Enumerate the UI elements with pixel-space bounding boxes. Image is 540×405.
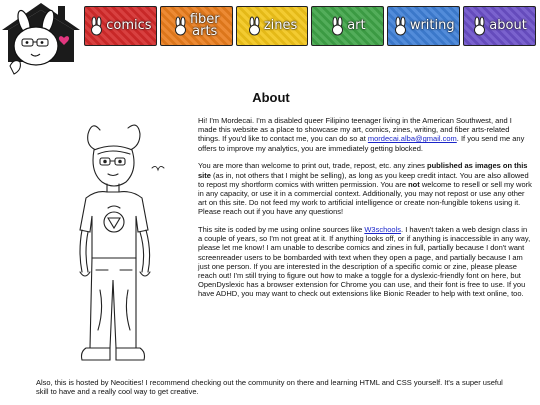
- about-paragraph-accessibility: This site is coded by me using online sources like W3schools. I haven't taken a web design class in a couple of years, so I'm not great at it. If anything looks off, or if anything is inaccessible in any way, please let me know! I am unable to describe comics and zines in full, partially because I don't want screenreader users to be bombarded with text when they open a page, and partially because I am just one person. If you are interested in the description of a specific comic or zine, please please reach out! I'm still trying to figure out how to make a toggle for a dyslexic-friendly font on here, but OpenDyslexic has a browser extension for Chrome you can use, and their font is free to use. If you have ADHD, you may want to check out extensions like Bionic Reader to help with text online, too.: [198, 225, 531, 299]
- bunny-doodle-icon: [247, 16, 261, 36]
- bunny-doodle-icon: [472, 16, 486, 36]
- nav-tab-writing[interactable]: [387, 6, 460, 46]
- bunny-doodle-icon: [89, 16, 103, 36]
- bunny-doodle-icon: [173, 16, 187, 36]
- page-title: About: [252, 90, 290, 105]
- nav-tab-label: comics: [106, 18, 152, 33]
- about-text: [198, 116, 532, 307]
- nav-tab-label: writing: [409, 18, 455, 33]
- about-paragraph-usage: You are more than welcome to print out, trade, repost, etc. any zines published as images on this site (as in, not others that I might be selling), as long as you keep credit intact. You are also allowed to repost my shortform comics with written permission. You are not welcome to resell or sell my work in any capacity, or use it in a commercial context. Additionally, you may not repost or use any other art on this site. Do not feed my work to artificial intelligence or create non-fungible tokens using it. Please reach out if you have any questions!: [198, 161, 532, 217]
- nav-tab-comics[interactable]: [84, 6, 157, 46]
- nav-tab-about[interactable]: [463, 6, 536, 46]
- bunny-doodle-icon: [393, 16, 407, 36]
- site-logo[interactable]: [0, 0, 82, 80]
- nav-tab-label: about: [489, 18, 527, 33]
- nav-tab-fiber-arts[interactable]: [160, 6, 233, 46]
- bunny-doodle-icon: [330, 16, 344, 36]
- self-portrait-drawing: [52, 120, 182, 370]
- nav-tab-art[interactable]: [311, 6, 384, 46]
- nav-tab-label: fiber arts: [189, 12, 220, 39]
- neocities-note: Also, this is hosted by Neocities! I recommend checking out the community on there and learning HTML and CSS yourself. It's a super useful skill to have and a really cool way to get creative.: [36, 378, 503, 397]
- nav-tab-label: zines: [263, 18, 298, 33]
- email-link[interactable]: mordecai.alba@gmail.com: [367, 134, 457, 144]
- nav-tab-zines[interactable]: [236, 6, 309, 46]
- nav-tab-label: art: [347, 18, 366, 33]
- about-paragraph-intro: Hi! I'm Mordecai. I'm a disabled queer Filipino teenager living in the American Southwest, and I made this website as a place to showcase my art, comics, zines, writing, and fiber arts-related things. If you'd like to contact me, you can do so at mordecai.alba@gmail.com. If you send me any offers to improve my analytics, you are immediately getting blocked.: [198, 116, 525, 153]
- w3schools-link[interactable]: W3schools: [364, 225, 402, 235]
- main-nav: [84, 6, 536, 46]
